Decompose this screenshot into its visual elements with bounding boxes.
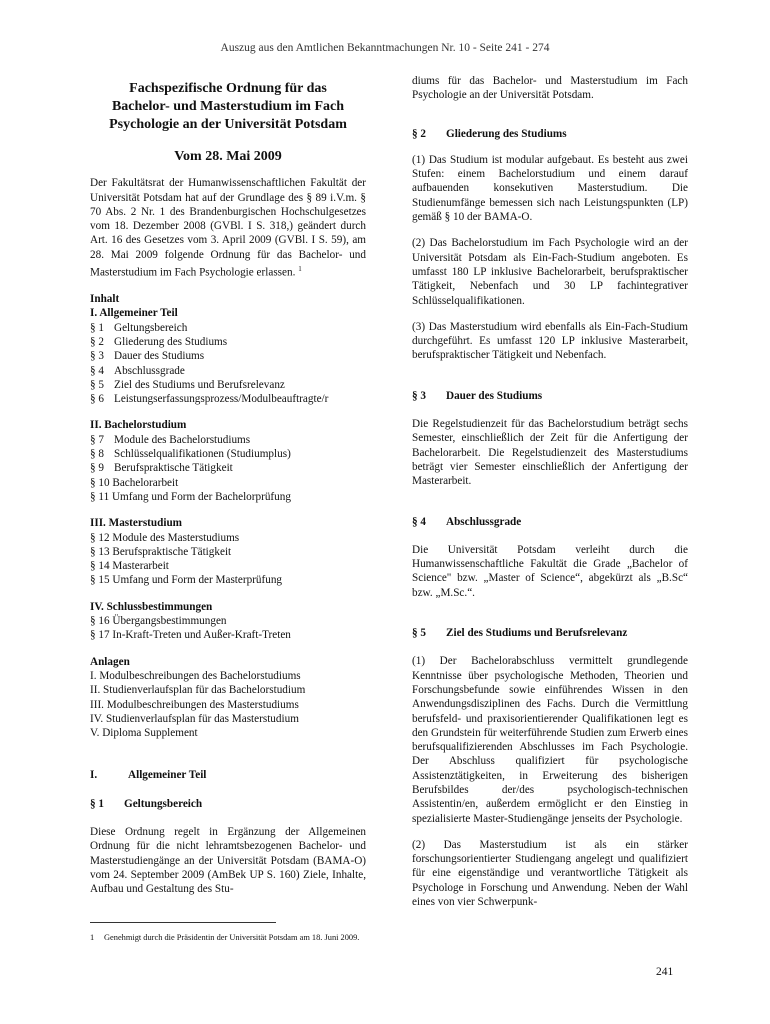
right-column bbox=[412, 74, 688, 909]
section-heading bbox=[412, 626, 688, 640]
toc-item: § 17 In-Kraft-Treten und Außer-Kraft-Treten bbox=[90, 629, 291, 642]
toc-item-number: § 8 bbox=[90, 448, 104, 461]
toc-item-label: Schlüsselqualifikationen (Studiumplus) bbox=[114, 448, 291, 461]
preamble bbox=[90, 176, 366, 280]
toc-group-title: IV. Schlussbestimmungen bbox=[90, 600, 213, 613]
toc-item bbox=[90, 321, 366, 335]
section-title: Geltungsbereich bbox=[124, 797, 203, 810]
toc-item-label: Abschlussgrade bbox=[114, 364, 185, 377]
section-number: § 5 bbox=[412, 627, 426, 640]
left-column bbox=[90, 74, 366, 897]
toc-item-label: Gliederung des Studiums bbox=[114, 336, 228, 348]
toc-group bbox=[90, 600, 366, 643]
section-heading bbox=[412, 515, 688, 529]
section-paragraph: Diese Ordnung regelt in Ergänzung der Allgemeinen Ordnung für die nicht lehramtsbezogenen Bachelor- und Masterstudiengänge an der Universität Potsdam (BAMA-O) vom 24. September 2009 (AmBek UP S. 160) Ziele, Inhalte, Aufbau und Gestaltung des Stu- bbox=[90, 826, 366, 896]
toc-group-title: I. Allgemeiner Teil bbox=[90, 307, 178, 320]
toc-item-number: § 2 bbox=[90, 336, 104, 348]
section-number: § 3 bbox=[412, 389, 426, 402]
toc-item bbox=[90, 392, 366, 406]
toc-group bbox=[90, 418, 366, 504]
toc-item: § 14 Masterarbeit bbox=[90, 560, 169, 573]
toc-item bbox=[90, 335, 366, 349]
section-heading bbox=[90, 797, 366, 811]
toc-item-number: § 1 bbox=[90, 321, 104, 334]
toc-item: § 15 Umfang und Form der Masterprüfung bbox=[90, 574, 283, 587]
title-line: Bachelor- und Masterstudium im Fach bbox=[111, 99, 345, 114]
toc-group bbox=[90, 306, 366, 406]
section-paragraph: diums für das Bachelor- und Masterstudium im Fach Psychologie an der Universität Potsdam. bbox=[412, 75, 688, 102]
toc-group bbox=[90, 516, 366, 587]
annex-item: I. Modulbeschreibungen des Bachelorstudiums bbox=[90, 669, 301, 682]
toc-item-label: Dauer des Studiums bbox=[114, 350, 205, 363]
section-title: Ziel des Studiums und Berufsrelevanz bbox=[446, 627, 628, 640]
section-title: Dauer des Studiums bbox=[446, 389, 543, 402]
section-paragraph: Die Regelstudienzeit für das Bachelorstudium beträgt sechs Semester, einschließlich der Zeit für die Anfertigung der Bachelorarbeit. Die Regelstudienzeit des Masterstudiums beträgt vier Semester einschließlich der Anfertigung der Masterarbeit. bbox=[412, 418, 688, 488]
annex-item: IV. Studienverlaufsplan für das Masterstudium bbox=[90, 712, 299, 725]
section-title: Abschlussgrade bbox=[446, 515, 522, 528]
part-number: I. bbox=[90, 769, 98, 782]
toc-item bbox=[90, 461, 366, 475]
toc-item-label: Geltungsbereich bbox=[114, 321, 188, 334]
footnote-mark: 1 bbox=[90, 933, 95, 942]
section-number: § 2 bbox=[412, 127, 426, 140]
title-line: Psychologie an der Universität Potsdam bbox=[109, 117, 347, 132]
part-title: Allgemeiner Teil bbox=[128, 769, 207, 782]
toc-item bbox=[90, 447, 366, 461]
section-number: § 4 bbox=[412, 515, 426, 528]
footnote-divider bbox=[90, 922, 276, 923]
section-paragraph: (2) Das Masterstudium ist als ein stärker forschungsorientierter Studiengang angelegt und qualifiziert für eine eigenständige und verantwortliche Tätigkeit als Psychologe in Forschung und Anwendung. Neben der Wahl eines von vier Schwerpunk- bbox=[412, 838, 688, 909]
footnote-reference: 1 bbox=[298, 265, 302, 274]
annex-heading: Anlagen bbox=[90, 655, 130, 668]
preamble-text: Der Fakultätsrat der Humanwissenschaftlichen Fakultät der Universität Potsdam hat auf der Grundlage des § 89 i.V.m. § 70 Abs. 2 Nr. 1 des Brandenburgischen Hochschulgesetzes vom 18. Dezember 2008 (GVBl. I S. 318,) geändert durch Art. 16 des Gesetzes vom 3. April 2009 (GVBl. I S. 59), am 28. Mai 2009 folgende Ordnung für das Bachelor- und Masterstudium im Fach Psychologie erlassen. bbox=[90, 177, 366, 279]
toc-item: § 10 Bachelorarbeit bbox=[90, 476, 179, 489]
toc-item-label: Ziel des Studiums und Berufsrelevanz bbox=[114, 378, 285, 391]
annex-item: II. Studienverlaufsplan für das Bachelorstudium bbox=[90, 684, 306, 697]
toc-item bbox=[90, 364, 366, 378]
toc-group-title: III. Masterstudium bbox=[90, 517, 182, 530]
annex-item: III. Modulbeschreibungen des Masterstudiums bbox=[90, 698, 299, 711]
toc-item: § 16 Übergangsbestimmungen bbox=[90, 615, 227, 628]
title-line: Fachspezifische Ordnung für das bbox=[129, 81, 327, 96]
toc-item bbox=[90, 349, 366, 363]
section-title: Gliederung des Studiums bbox=[446, 127, 567, 140]
part-heading bbox=[90, 768, 366, 782]
document-title bbox=[90, 80, 366, 134]
toc-item-number: § 3 bbox=[90, 350, 104, 363]
section-heading bbox=[412, 127, 688, 141]
toc-item-number: § 6 bbox=[90, 393, 104, 406]
toc-item-number: § 5 bbox=[90, 378, 104, 391]
toc-item-number: § 7 bbox=[90, 433, 104, 446]
document-date: Vom 28. Mai 2009 bbox=[174, 149, 282, 164]
toc-item-label: Module des Bachelorstudiums bbox=[114, 433, 251, 446]
toc-item-number: § 9 bbox=[90, 462, 104, 475]
footnote bbox=[90, 932, 366, 943]
section-paragraph: (3) Das Masterstudium wird ebenfalls als Ein-Fach-Studium durchgeführt. Es umfasst 120 LP inklusive Masterarbeit, berufspraktischer Tätigkeit und Nebenfach. bbox=[412, 320, 688, 362]
toc-item bbox=[90, 378, 366, 392]
toc-item-number: § 4 bbox=[90, 364, 104, 377]
footnote-text: Genehmigt durch die Präsidentin der Universität Potsdam am 18. Juni 2009. bbox=[104, 933, 360, 942]
section-paragraph: (1) Der Bachelorabschluss vermittelt grundlegende Kenntnisse über psychologische Methoden, Theorien und Forschungsbefunde sowie einführendes Wissen in den Anwendungsdisziplinen des Fachs. Durch die Vermittlung berufsfeld- und praxisorientierender Qualifikationen legt es den Grundstein für weiterführende Studien zum Erwerb eines berufsqualifizierenden Abschlusses im Fach Psychologie. Der Abschluss qualifiziert für psychologische Assistenztätigkeiten, in Erweiterung des bisherigen Berufsbildes der/des psychologisch-technischen Assistentin/en, außerdem ermöglicht er den Einstieg in spezialisierte Master-Studiengänge jenseits der Psychologie. bbox=[412, 655, 688, 825]
annex-item: V. Diploma Supplement bbox=[90, 727, 198, 740]
running-header: Auszug aus den Amtlichen Bekanntmachungen Nr. 10 - Seite 241 - 274 bbox=[220, 42, 550, 54]
annex-list bbox=[90, 655, 366, 741]
section-paragraph: (2) Das Bachelorstudium im Fach Psychologie wird an der Universität Potsdam als Ein-Fach-Studium angeboten. Es umfasst 180 LP inklusive Bachelorarbeit, berufspraktischer Tätigkeit, Nebenfach und 30 LP fachintegrativer Schlüsselqualifikationen. bbox=[412, 237, 688, 307]
toc-item-label: Berufspraktische Tätigkeit bbox=[114, 462, 233, 475]
section-paragraph: (1) Das Studium ist modular aufgebaut. Es besteht aus zwei Stufen: einem Bachelorstudium und einem darauf aufbauenden konsekutiven Masterstudium. Die Studienumfänge bemessen sich nach Leistungspunkten (LP) gemäß § 10 der BAMA-O. bbox=[412, 153, 688, 224]
toc-item-label: Leistungserfassungsprozess/Modulbeauftragte/r bbox=[114, 393, 329, 406]
toc-item: § 11 Umfang und Form der Bachelorprüfung bbox=[90, 490, 291, 503]
toc-item: § 12 Module des Masterstudiums bbox=[90, 531, 240, 544]
toc-group-title: II. Bachelorstudium bbox=[90, 419, 187, 432]
page-number: 241 bbox=[656, 966, 674, 978]
section-number: § 1 bbox=[90, 797, 104, 810]
toc-item bbox=[90, 433, 366, 447]
toc-heading: Inhalt bbox=[90, 293, 120, 306]
section-paragraph: Die Universität Potsdam verleiht durch die Humanwissenschaftliche Fakultät die Grade „Bachelor of Science" bzw. „Master of Science“, abgekürzt als „B.Sc“ bzw. „M.Sc.“. bbox=[412, 543, 688, 599]
toc-item: § 13 Berufspraktische Tätigkeit bbox=[90, 545, 232, 558]
section-heading bbox=[412, 389, 688, 403]
